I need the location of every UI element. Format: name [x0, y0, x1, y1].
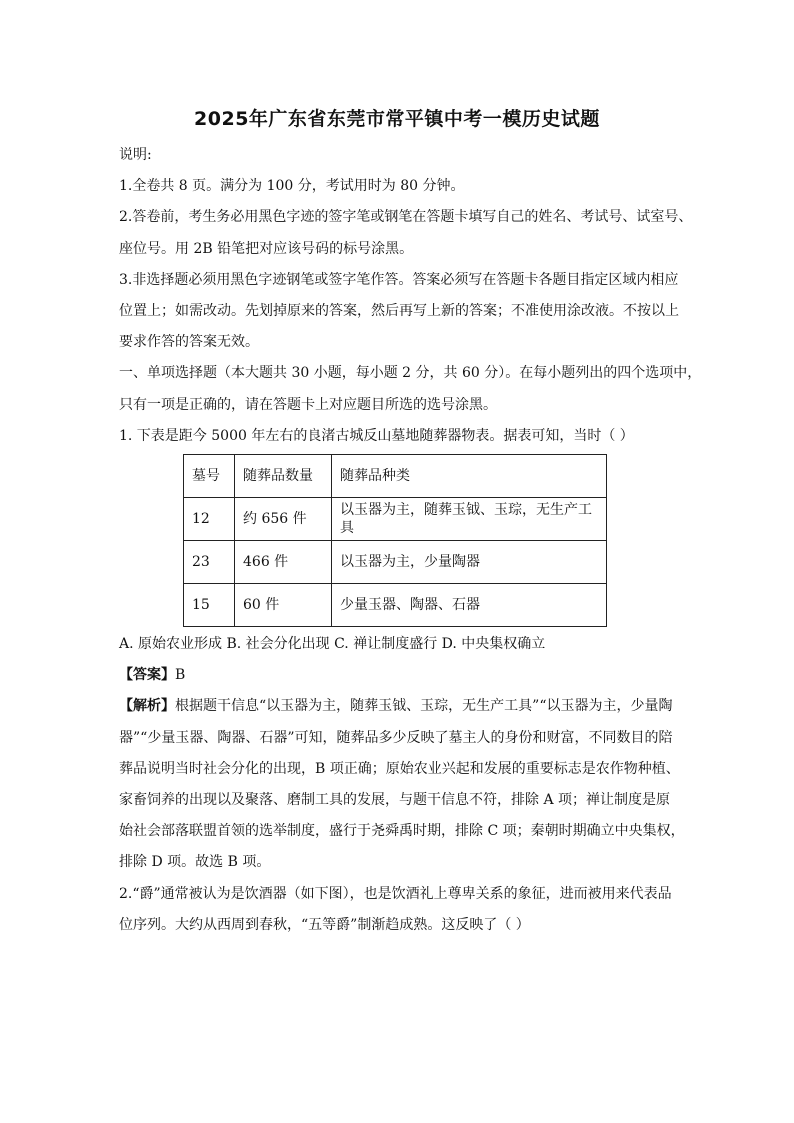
table-row — [184, 584, 607, 627]
analysis-line: 家畜饲养的出现以及聚落、磨制工具的发展，与题干信息不符，排除 A 项；禅让制度是原 — [119, 792, 671, 809]
table-cell: 以玉器为主，少量陶器 — [332, 541, 607, 584]
question-2-stem: 2.“爵”通常被认为是饮酒器（如下图），也是饮酒礼上尊卑关系的象征，进而被用来代表品 — [119, 885, 672, 902]
section-heading: 一、单项选择题（本大题共 30 小题，每小题 2 分，共 60 分）。在每小题列出的四个选项中， — [119, 365, 702, 382]
question-2-stem: 位序列。大约从西周到春秋，“五等爵”制渐趋成熟。这反映了（ ） — [119, 916, 530, 933]
table-cell: 60 件 — [235, 584, 332, 627]
analysis-text: 根据题干信息“以玉器为主，随葬玉钺、玉琮，无生产工具”“以玉器为主，少量陶 — [175, 698, 673, 715]
table-cell: 约 656 件 — [235, 498, 332, 541]
analysis-line — [119, 691, 679, 722]
question-1-stem: 1. 下表是距今 5000 年左右的良渚古城反山墓地随葬器物表。据表可知，当时（ ） — [119, 427, 634, 444]
note-line: 2.答卷前，考生务必用黑色字迹的签字笔或钢笔在答题卡填写自己的姓名、考试号、试室号、 — [119, 209, 693, 226]
answer-value: B — [175, 667, 186, 684]
note-line: 3.非选择题必须用黑色字迹钢笔或签字笔作答。答案必须写在答题卡各题目指定区域内相应 — [119, 271, 679, 288]
notes-header: 说明: — [119, 147, 152, 163]
table-cell: 466 件 — [235, 541, 332, 584]
answer-line — [119, 660, 679, 691]
table-header-cell: 随葬品数量 — [235, 455, 332, 498]
note-line: 要求作答的答案无效。 — [119, 334, 259, 351]
answer-label: 【答案】 — [119, 667, 175, 684]
analysis-line: 器”“少量玉器、陶器、石器”可知，随葬品多少反映了墓主人的身份和财富，不同数目的陪 — [119, 729, 673, 746]
page-title: 2025年广东省东莞市常平镇中考一模历史试题 — [194, 108, 600, 130]
table-row — [184, 541, 607, 584]
table-cell: 12 — [184, 498, 235, 541]
analysis-line: 葬品说明当时社会分化的出现，B 项正确；原始农业兴起和发展的重要标志是农作物种植、 — [119, 760, 680, 777]
note-line: 1.全卷共 8 页。满分为 100 分，考试用时为 80 分钟。 — [119, 178, 465, 195]
analysis-line: 排除 D 项。故选 B 项。 — [119, 854, 271, 871]
note-line: 座位号。用 2B 铅笔把对应该号码的标号涂黑。 — [119, 240, 414, 257]
question-1-options: A. 原始农业形成 B. 社会分化出现 C. 禅让制度盛行 D. 中央集权确立 — [119, 636, 546, 653]
analysis-label: 【解析】 — [119, 698, 175, 715]
table-row — [184, 498, 607, 541]
table-header-cell: 墓号 — [184, 455, 235, 498]
burial-goods-table — [183, 454, 607, 627]
table-header-cell: 随葬品种类 — [332, 455, 607, 498]
table-header-row — [184, 455, 607, 498]
note-line: 位置上；如需改动。先划掉原来的答案，然后再写上新的答案；不准使用涂改液。不按以上 — [119, 303, 679, 320]
section-instruction: 只有一项是正确的，请在答题卡上对应题目所选的选号涂黑。 — [119, 396, 497, 413]
table-cell: 23 — [184, 541, 235, 584]
document-body — [119, 140, 702, 941]
table-cell: 少量玉器、陶器、石器 — [332, 584, 607, 627]
table-cell: 15 — [184, 584, 235, 627]
analysis-line: 始社会部落联盟首领的选举制度，盛行于尧舜禹时期，排除 C 项；秦朝时期确立中央集权， — [119, 823, 685, 840]
table-cell: 以玉器为主，随葬玉钺、玉琮，无生产工具 — [332, 498, 607, 541]
